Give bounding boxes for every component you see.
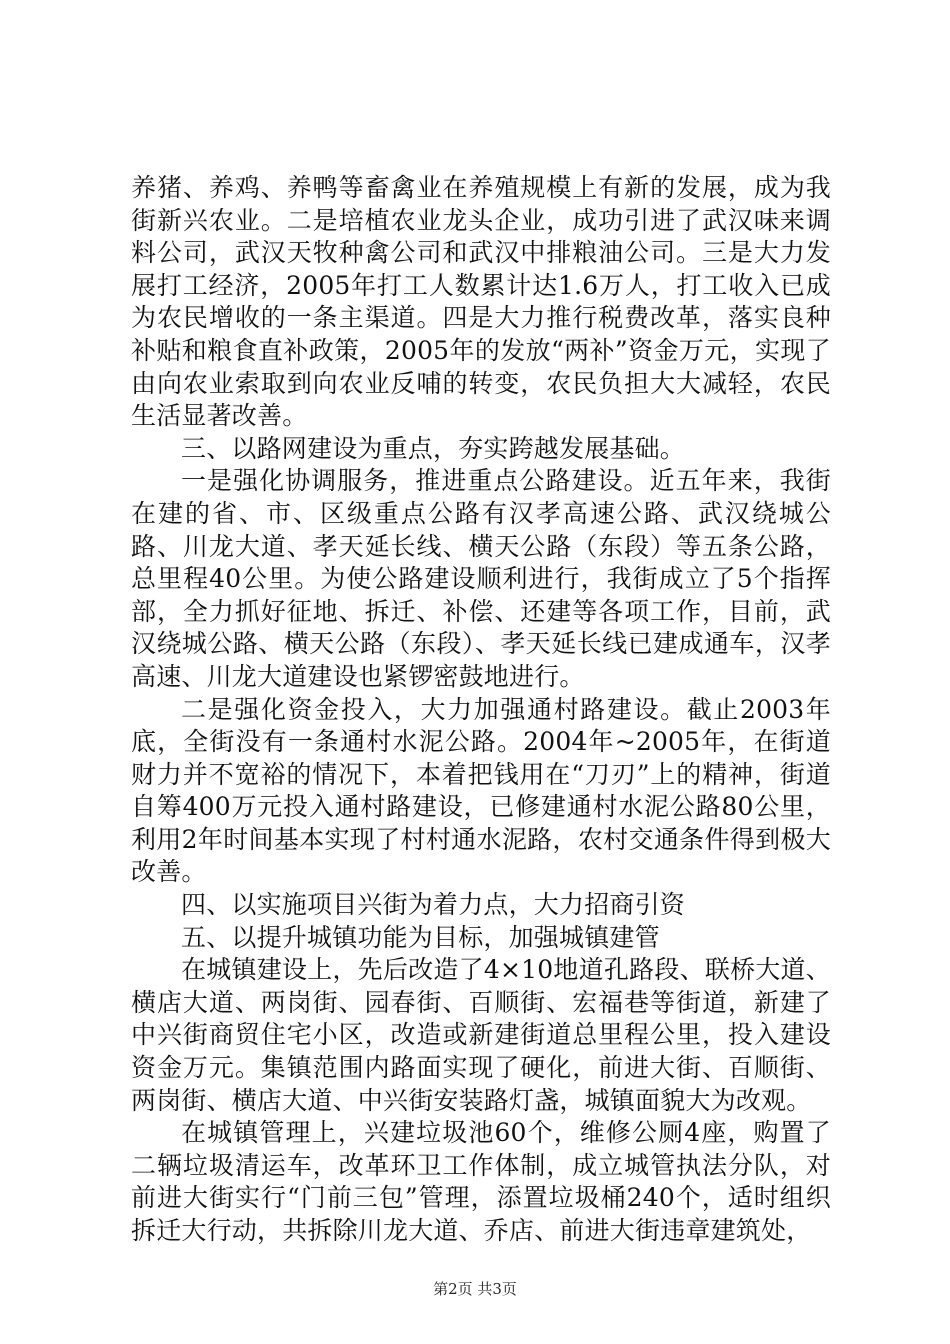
paragraph-town-construction: 在城镇建设上，先后改造了4×10地道孔路段、联桥大道、横店大道、两岗街、园春街、百顺街、宏福巷等街道，新建了中兴街商贸住宅小区，改造或新建街道总里程公里，投入建设资金万元。集镇范围内路面实现了硬化，前进大街、百顺街、两岗街、横店大道、中兴街安装路灯盏，城镇面貌大为改观。 [131,955,831,1115]
document-body [131,172,831,1248]
heading-road-network: 三、以路网建设为重点，夯实跨越发展基础。 [181,433,686,463]
heading-investment: 四、以实施项目兴街为着力点，大力招商引资 [181,890,686,920]
page-footer: 第2页 共3页 [433,1280,517,1298]
paragraph-livestock: 养猪、养鸡、养鸭等畜禽业在养殖规模上有新的发展，成为我街新兴农业。二是培植农业龙头企业，成功引进了武汉味来调料公司，武汉天牧种禽公司和武汉中排粮油公司。三是大力发展打工经济，2005年打工人数累计达1.6万人，打工收入已成为农民增收的一条主渠道。四是大力推行税费改革，落实良种补贴和粮食直补政策，2005年的发放“两补”资金万元，实现了由向农业索取到向农业反哺的转变，农民负担大大减轻，农民生活显著改善。 [131,173,831,431]
paragraph-village-roads: 二是强化资金投入，大力加强通村路建设。截止2003年底，全街没有一条通村水泥公路。2004年~2005年，在街道财力并不宽裕的情况下，本着把钱用在“刀刃”上的精神，街道自筹400万元投入通村路建设，已修建通村水泥公路80公里，利用2年时间基本实现了村村通水泥路，农村交通条件得到极大改善。 [131,694,831,887]
heading-town-functions: 五、以提升城镇功能为目标，加强城镇建管 [181,922,660,952]
paragraph-key-highways: 一是强化协调服务，推进重点公路建设。近五年来，我街在建的省、市、区级重点公路有汉孝高速公路、武汉绕城公路、川龙大道、孝天延长线、横天公路（东段）等五条公路，总里程40公里。为使公路建设顺利进行，我街成立了5个指挥部，全力抓好征地、拆迁、补偿、还建等各项工作，目前，武汉绕城公路、横天公路（东段）、孝天延长线已建成通车，汉孝高速、川龙大道建设也紧锣密鼓地进行。 [131,466,831,691]
paragraph-town-management: 在城镇管理上，兴建垃圾池60个，维修公厕4座，购置了二辆垃圾清运车，改革环卫工作体制，成立城管执法分队，对前进大街实行“门前三包”管理，添置垃圾桶240个，适时组织拆迁大行动，共拆除川龙大道、乔店、前进大街违章建筑处， [131,1118,831,1245]
